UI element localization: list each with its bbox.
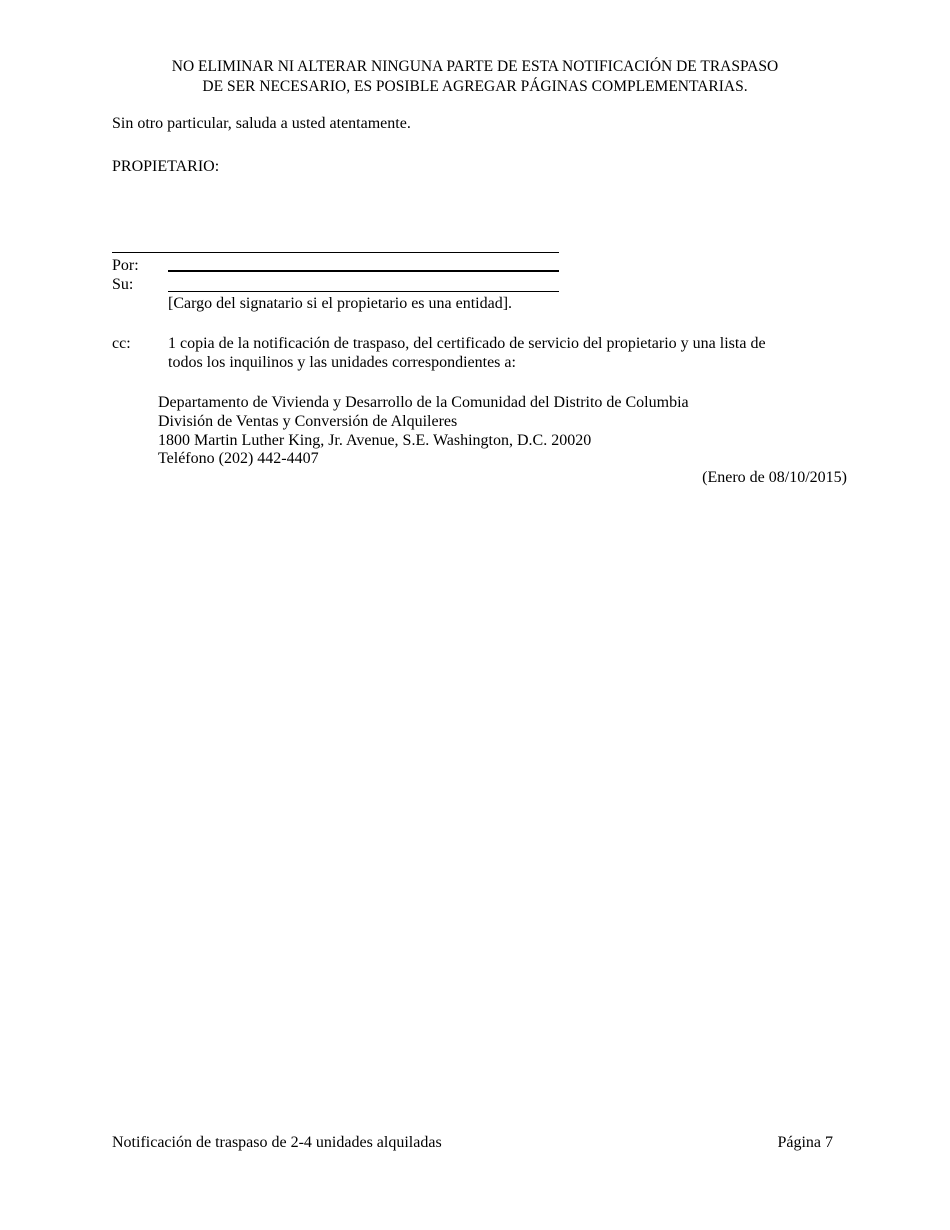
address-line-3: 1800 Martin Luther King, Jr. Avenue, S.E. Washington, D.C. 20020 xyxy=(158,432,592,449)
cc-text-line-1: 1 copia de la notificación de traspaso, del certificado de servicio del propietario y una lista de xyxy=(168,335,766,352)
notice-line-2: DE SER NECESARIO, ES POSIBLE AGREGAR PÁGINAS COMPLEMENTARIAS. xyxy=(202,78,748,95)
signatory-title-note: [Cargo del signatario si el propietario es una entidad]. xyxy=(168,295,513,312)
address-line-1: Departamento de Vivienda y Desarrollo de la Comunidad del Distrito de Columbia xyxy=(158,394,689,411)
owner-signature-line xyxy=(112,252,559,253)
revision-date: (Enero de 08/10/2015) xyxy=(702,469,847,486)
by-label: Por: xyxy=(112,257,139,274)
address-line-2: División de Ventas y Conversión de Alquileres xyxy=(158,413,458,430)
owner-label: PROPIETARIO: xyxy=(112,158,220,175)
its-label: Su: xyxy=(112,276,134,293)
closing-text: Sin otro particular, saluda a usted atentamente. xyxy=(112,115,411,132)
address-phone: Teléfono (202) 442-4407 xyxy=(158,450,319,467)
page-number: Página 7 xyxy=(777,1134,833,1151)
footer-title: Notificación de traspaso de 2-4 unidades alquiladas xyxy=(112,1134,442,1151)
cc-label: cc: xyxy=(112,335,131,352)
notice-line-1: NO ELIMINAR NI ALTERAR NINGUNA PARTE DE ESTA NOTIFICACIÓN DE TRASPASO xyxy=(171,58,779,75)
by-signature-line xyxy=(168,270,559,272)
cc-text-line-2: todos los inquilinos y las unidades correspondientes a: xyxy=(168,354,516,371)
its-title-line xyxy=(168,291,559,292)
